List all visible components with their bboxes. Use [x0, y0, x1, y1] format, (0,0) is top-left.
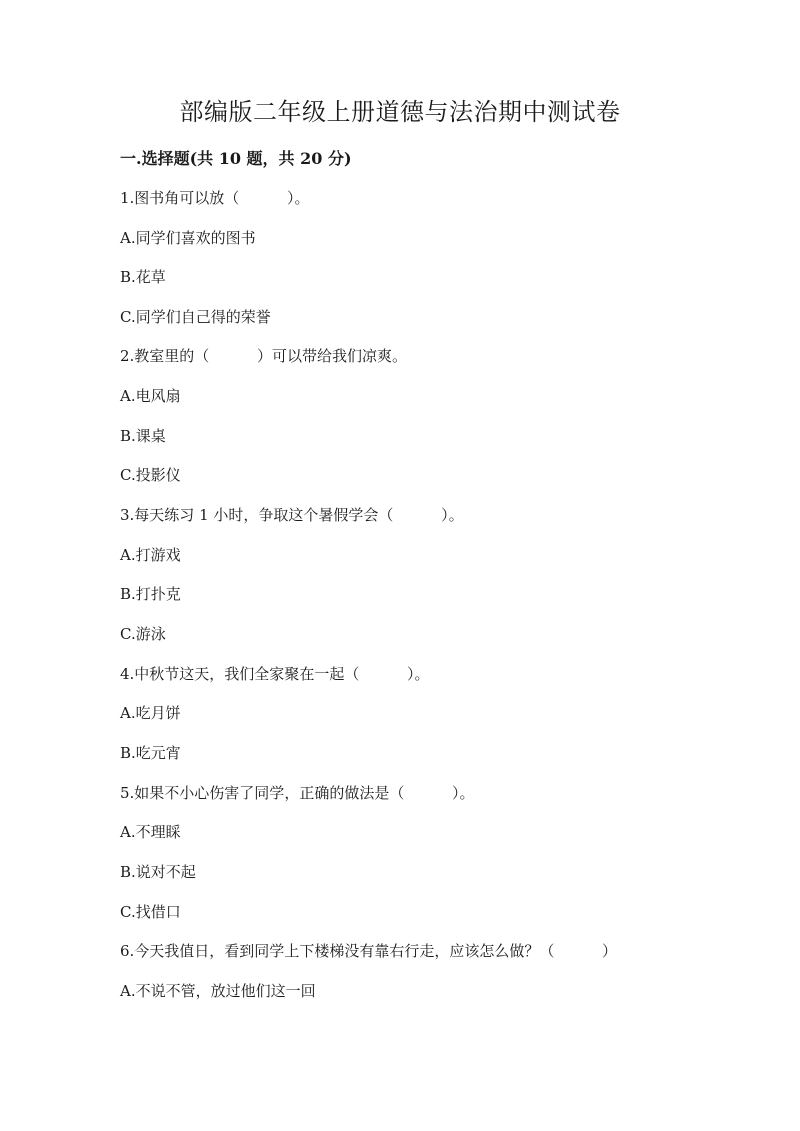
exam-title: 部编版二年级上册道德与法治期中测试卷 [179, 98, 621, 126]
section-heading: 一.选择题(共 10 题，共 20 分) [120, 149, 352, 168]
answer-option: C.游泳 [120, 625, 166, 643]
answer-option: B.说对不起 [120, 863, 196, 881]
question-stem: 3.每天练习 1 小时，争取这个暑假学会（ ）。 [120, 506, 464, 524]
answer-option: C.同学们自己得的荣誉 [120, 308, 271, 326]
question-stem: 2.教室里的（ ）可以带给我们凉爽。 [120, 347, 407, 365]
answer-option: B.花草 [120, 268, 166, 286]
question-stem: 6.今天我值日，看到同学上下楼梯没有靠右行走，应该怎么做？（ ） [120, 942, 617, 960]
answer-option: A.吃月饼 [120, 704, 181, 722]
question-stem: 4.中秋节这天，我们全家聚在一起（ ）。 [120, 665, 430, 683]
answer-option: A.同学们喜欢的图书 [120, 229, 256, 247]
question-stem: 1.图书角可以放（ ）。 [120, 189, 310, 207]
answer-option: A.不理睬 [120, 823, 181, 841]
answer-option: A.电风扇 [120, 387, 181, 405]
answer-option: C.投影仪 [120, 466, 181, 484]
answer-option: B.课桌 [120, 427, 166, 445]
answer-option: C.找借口 [120, 903, 181, 921]
question-stem: 5.如果不小心伤害了同学，正确的做法是（ ）。 [120, 784, 475, 802]
answer-option: A.不说不管，放过他们这一回 [120, 982, 316, 1000]
answer-option: B.打扑克 [120, 585, 181, 603]
answer-option: B.吃元宵 [120, 744, 181, 762]
answer-option: A.打游戏 [120, 546, 181, 564]
